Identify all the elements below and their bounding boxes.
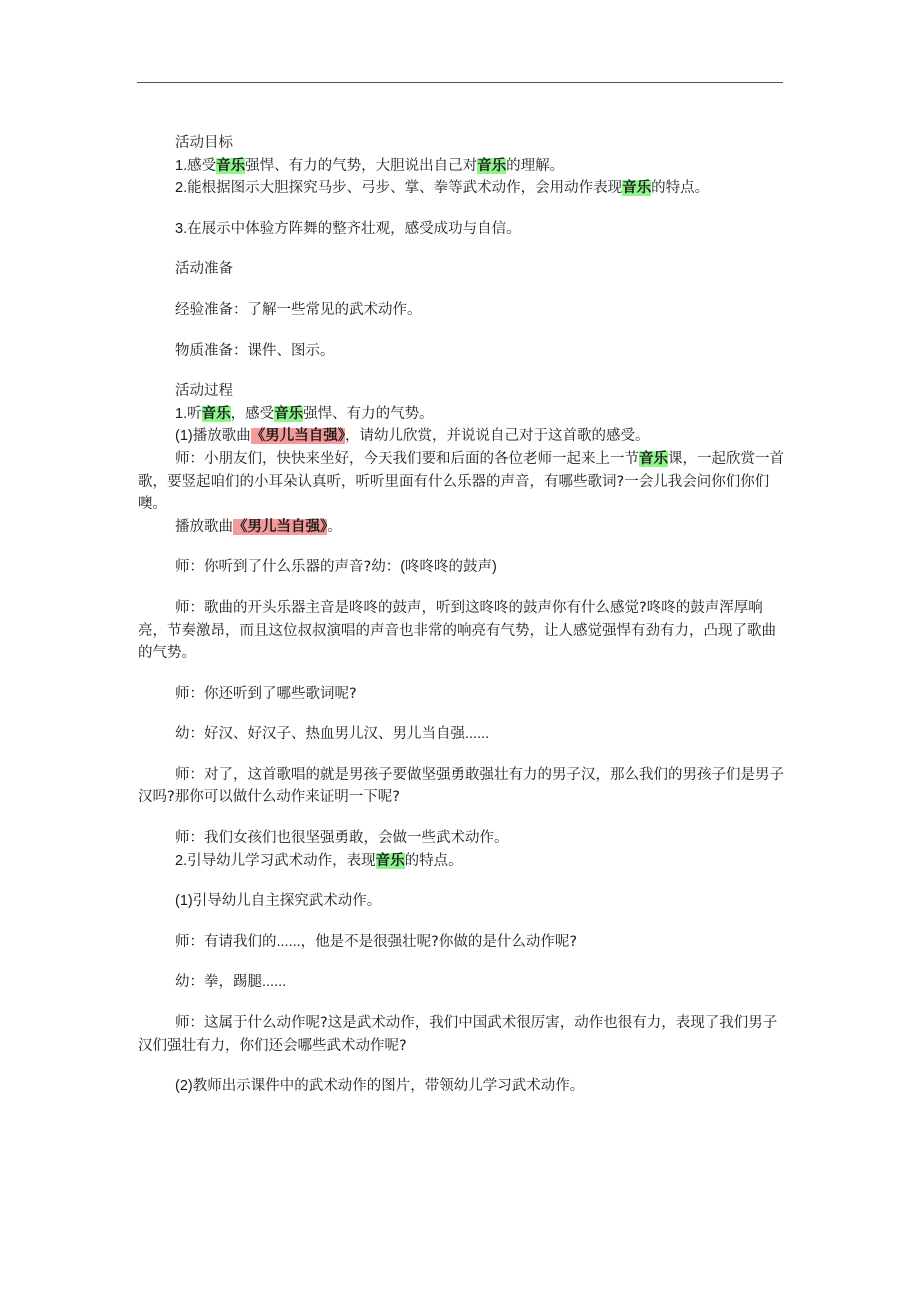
song-title: 《男儿当自强》 <box>250 428 345 445</box>
step-2-1-num: (1) <box>175 893 193 910</box>
step-1-1-num: (1) <box>175 428 193 445</box>
teacher-line-6 <box>138 931 784 954</box>
keyword-music: 音乐 <box>216 157 246 174</box>
goal-1-num: 1. <box>175 157 188 174</box>
teacher-line-1 <box>138 448 784 516</box>
text: ，请幼儿欣赏，并说说自己对于这首歌的感受。 <box>344 428 650 445</box>
step-2-1 <box>138 890 784 913</box>
text: 播放歌曲 <box>192 428 251 445</box>
header-rule <box>137 82 783 83</box>
text: 咚咚咚的鼓声 <box>405 559 493 576</box>
text: 师：你听到了什么乐器的声音?幼： <box>175 559 401 576</box>
text: 引导幼儿自主探究武术动作。 <box>192 893 382 910</box>
paren-open: ( <box>400 559 406 576</box>
text: 的理解。 <box>506 157 565 174</box>
step-2-num: 2. <box>175 852 188 869</box>
qa-instruments <box>138 556 784 579</box>
goal-2-num: 2. <box>175 180 188 197</box>
document-body <box>138 132 784 1098</box>
text: 听 <box>187 405 202 422</box>
teacher-line-7: 师：这属于什么动作呢?这是武术动作，我们中国武术很厉害，动作也很有力，表现了我们男子汉们强壮有力，你们还会哪些武术动作呢? <box>138 1015 778 1054</box>
text: 能根据图示大胆探究马步、弓步、掌、拳等武术动作，会用动作表现 <box>187 180 623 197</box>
teacher-line-2: 师：歌曲的开头乐器主音是咚咚的鼓声，听到这咚咚的鼓声你有什么感觉?咚咚的鼓声浑厚响亮，节奏激昂，而且这位叔叔演唱的声音也非常的响亮有气势，让人感觉强悍有劲有力，凸现了歌曲的气势。 <box>138 599 776 662</box>
step-1-1 <box>138 425 784 448</box>
text: ，感受 <box>230 405 275 422</box>
ellipsis: ...... <box>465 726 490 743</box>
text: 的特点。 <box>404 852 463 869</box>
text: 的特点。 <box>651 180 710 197</box>
keyword-music: 音乐 <box>639 450 668 467</box>
step-2-2-num: (2) <box>175 1078 193 1095</box>
heading-prep: 活动准备 <box>175 261 233 278</box>
text: 在展示中体验方阵舞的整齐壮观，感受成功与自信。 <box>187 220 521 237</box>
prep-experience: 经验准备：了解一些常见的武术动作。 <box>175 301 422 318</box>
text: 教师出示课件中的武术动作的图片，带领幼儿学习武术动作。 <box>192 1078 585 1095</box>
goal-3 <box>138 218 784 241</box>
text: 强悍、有力的气势。 <box>303 405 434 422</box>
text: 师：小朋友们，快快来坐好，今天我们要和后面的各位老师一起来上一节 <box>175 450 639 467</box>
prep-materials: 物质准备：课件、图示。 <box>175 342 335 359</box>
child-line-1 <box>138 723 784 746</box>
goal-3-num: 3. <box>175 220 188 237</box>
keyword-music: 音乐 <box>201 405 231 422</box>
heading-process: 活动过程 <box>175 383 233 400</box>
step-1-num: 1. <box>175 405 188 422</box>
text: 。 <box>327 518 342 535</box>
teacher-line-4: 师：对了，这首歌唱的就是男孩子要做坚强勇敢强壮有力的男子汉，那么我们的男孩子们是男子汉吗?那你可以做什么动作来证明一下呢? <box>138 766 784 806</box>
text: 强悍、有力的气势，大胆说出自己对 <box>245 157 478 174</box>
text: 幼：好汉、好汉子、热血男儿汉、男儿当自强 <box>175 726 465 743</box>
text: 播放歌曲 <box>175 518 233 535</box>
ellipsis: ...... <box>276 933 301 950</box>
keyword-music: 音乐 <box>375 852 405 869</box>
goal-2 <box>138 177 784 200</box>
play-song <box>138 516 784 539</box>
step-2-2 <box>138 1075 784 1098</box>
text: ，他是不是很强壮呢?你做的是什么动作呢? <box>300 933 578 950</box>
heading-goals: 活动目标 <box>175 135 233 151</box>
step-2 <box>138 850 784 873</box>
keyword-music: 音乐 <box>274 405 304 422</box>
text: 引导幼儿学习武术动作，表现 <box>187 852 376 869</box>
text: 幼：拳，踢腿 <box>175 974 262 991</box>
teacher-line-3: 师：你还听到了哪些歌词呢? <box>175 685 357 702</box>
goal-1 <box>138 155 784 178</box>
step-1 <box>138 403 784 426</box>
keyword-music: 音乐 <box>477 157 507 174</box>
text: 师：有请我们的 <box>175 933 277 950</box>
child-line-2 <box>138 971 784 994</box>
teacher-line-5: 师：我们女孩们也很坚强勇敢，会做一些武术动作。 <box>175 830 509 847</box>
song-title: 《男儿当自强》 <box>233 518 328 535</box>
paren-close: ) <box>492 559 497 576</box>
text: 课，一起欣赏一首歌，要竖起咱们的小耳朵认真听，听听里面有什么乐器的声音，有哪些歌词?一会儿我会问你们你们噢。 <box>138 450 784 513</box>
ellipsis: ...... <box>262 974 287 991</box>
keyword-music: 音乐 <box>622 180 652 197</box>
text: 感受 <box>187 157 217 174</box>
